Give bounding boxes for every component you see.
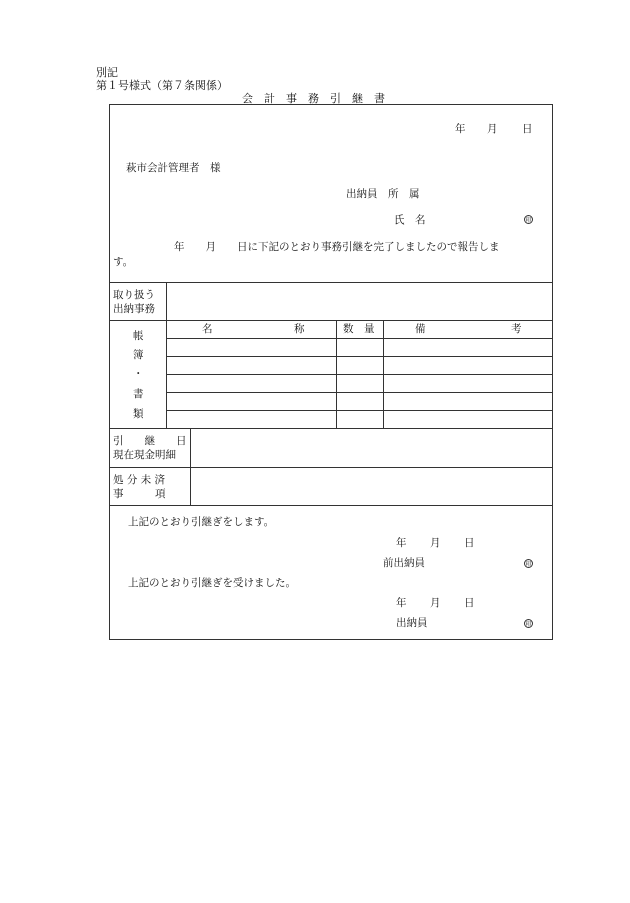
divider xyxy=(190,428,191,505)
col-remarks-header: 考 xyxy=(511,323,522,335)
handover-text: 上記のとおり引継ぎをします。 xyxy=(128,516,275,528)
report-line-1: 年 月 日に下記のとおり事務引継を完了しましたので報告しま xyxy=(174,241,500,253)
duties-label-2: 出納事務 xyxy=(113,303,155,315)
handover-date-month: 月 xyxy=(430,537,441,549)
handover-date-day: 日 xyxy=(464,537,475,549)
seal-mark: 印 xyxy=(525,217,532,224)
col-name-header: 名 xyxy=(202,323,213,335)
received-text: 上記のとおり引継ぎを受けました。 xyxy=(128,577,296,589)
cash-label-2: 現在現金明細 xyxy=(113,449,176,461)
pending-label-1: 処 分 未 済 xyxy=(113,474,166,486)
handover-date-year: 年 xyxy=(396,537,407,549)
books-label-char: 帳 xyxy=(133,330,144,342)
divider xyxy=(166,282,167,428)
books-label-char: 類 xyxy=(133,408,144,420)
received-date-day: 日 xyxy=(464,597,475,609)
col-name-header: 称 xyxy=(294,323,305,335)
report-line-2: す。 xyxy=(113,256,134,268)
annex-label: 別記 xyxy=(96,66,118,79)
document-title: 会 計 事 務 引 継 書 xyxy=(242,92,385,105)
cash-label-1: 引 継 日 xyxy=(113,435,187,447)
form-frame xyxy=(109,104,553,640)
divider xyxy=(166,410,553,411)
books-label-char: 簿 xyxy=(133,349,144,361)
duties-label-1: 取り扱う xyxy=(113,289,155,301)
date-year: 年 xyxy=(455,123,466,135)
col-quantity-header: 数 量 xyxy=(343,323,375,335)
seal-mark: 印 xyxy=(525,561,532,568)
addressee: 萩市会計管理者 様 xyxy=(126,162,221,174)
divider xyxy=(166,392,553,393)
books-label-char: ・ xyxy=(133,368,144,380)
divider xyxy=(109,467,553,468)
divider xyxy=(109,505,553,506)
seal-mark: 印 xyxy=(525,621,532,628)
divider xyxy=(109,428,553,429)
name-label: 氏 名 xyxy=(394,214,426,226)
form-number: 第１号様式（第７条関係） xyxy=(96,79,228,92)
divider xyxy=(109,320,553,321)
books-label-char: 書 xyxy=(133,388,144,400)
received-date-month: 月 xyxy=(430,597,441,609)
officer-label: 出納員 xyxy=(396,617,428,629)
col-remarks-header: 備 xyxy=(415,323,426,335)
divider xyxy=(166,374,553,375)
date-day: 日 xyxy=(522,123,533,135)
divider xyxy=(109,282,553,283)
divider xyxy=(166,356,553,357)
date-month: 月 xyxy=(487,123,498,135)
former-officer-label: 前出納員 xyxy=(383,557,425,569)
affiliation-label: 出納員 所 属 xyxy=(346,188,420,200)
pending-label-2: 事 項 xyxy=(113,488,166,500)
received-date-year: 年 xyxy=(396,597,407,609)
divider xyxy=(166,338,553,339)
